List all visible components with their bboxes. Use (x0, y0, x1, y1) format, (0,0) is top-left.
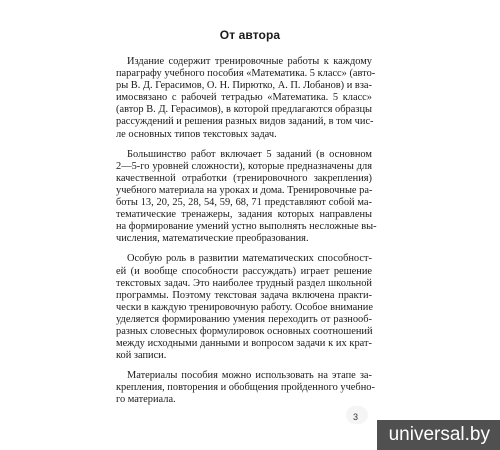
text-line: кой записи. (116, 350, 167, 362)
text-line: на формирование умений устно выполнять несложные вы- (116, 221, 377, 233)
text-line: Особую роль в развитии математических способност- (127, 253, 372, 265)
text-line: числения, математические преобразования. (116, 233, 309, 245)
paragraph-1 (116, 56, 376, 141)
text-line: рассуждений и решения разных видов заданий, в том чис- (116, 116, 374, 128)
text-line: разных словесных формулировок основных соотношений (116, 325, 373, 337)
text-line: программы. Поэтому текстовая задача включена практи- (116, 289, 372, 301)
text-line: го материала. (116, 394, 176, 406)
text-line: (автор В. Д. Герасимов), в которой предлагаются образцы (116, 104, 372, 116)
text-line: чески в каждую тренировочную работу. Особое внимание (116, 301, 373, 313)
text-line: Большинство работ включает 5 заданий (в основном (127, 148, 372, 160)
paragraph-4 (116, 370, 375, 406)
text-line: учебного материала на уроках и дома. Тренировочные ра- (116, 184, 373, 196)
text-line: Материалы пособия можно использовать на этапе за- (127, 370, 372, 382)
text-line: тематические тренажеры, задания которых направлены (116, 209, 372, 221)
text-line: между исходными данными и вопросом задачи к их крат- (116, 338, 372, 350)
body-text (116, 56, 377, 407)
text-line: ле основных типов текстовых задач. (116, 128, 277, 140)
text-line: 2—5-го уровней сложности), которые предназначены для (116, 160, 372, 172)
text-line: крепления, повторения и обобщения пройденного учебно- (116, 382, 375, 394)
paragraph-3 (116, 253, 372, 362)
text-line: текстовых задач. Это наиболее трудный раздел школьной (116, 277, 372, 289)
text-line: Издание содержит тренировочные работы к каждому (127, 56, 372, 67)
paragraph-2 (116, 148, 377, 246)
page-number: 3 (353, 412, 359, 422)
text-line: боты 13, 20, 25, 28, 54, 59, 68, 71 представляют собой ма- (116, 197, 372, 209)
text-line: ры В. Д. Герасимов, О. Н. Пирютко, А. П. Лобанов) и вза- (116, 80, 372, 92)
text-line: ей (и вообще способности рассуждать) играет решение (116, 265, 372, 277)
page-title: От автора (219, 28, 281, 42)
text-line: имосвязано с рабочей тетрадью «Математика. 5 класс» (116, 92, 372, 104)
watermark: universal.by (377, 420, 500, 450)
text-line: качественной отработки (тренировочного закрепления) (116, 172, 372, 184)
text-line: уделяется формированию умения переходить от разнооб- (116, 313, 372, 325)
text-line: параграфу учебного пособия «Математика. 5 класс» (авто- (116, 68, 376, 80)
